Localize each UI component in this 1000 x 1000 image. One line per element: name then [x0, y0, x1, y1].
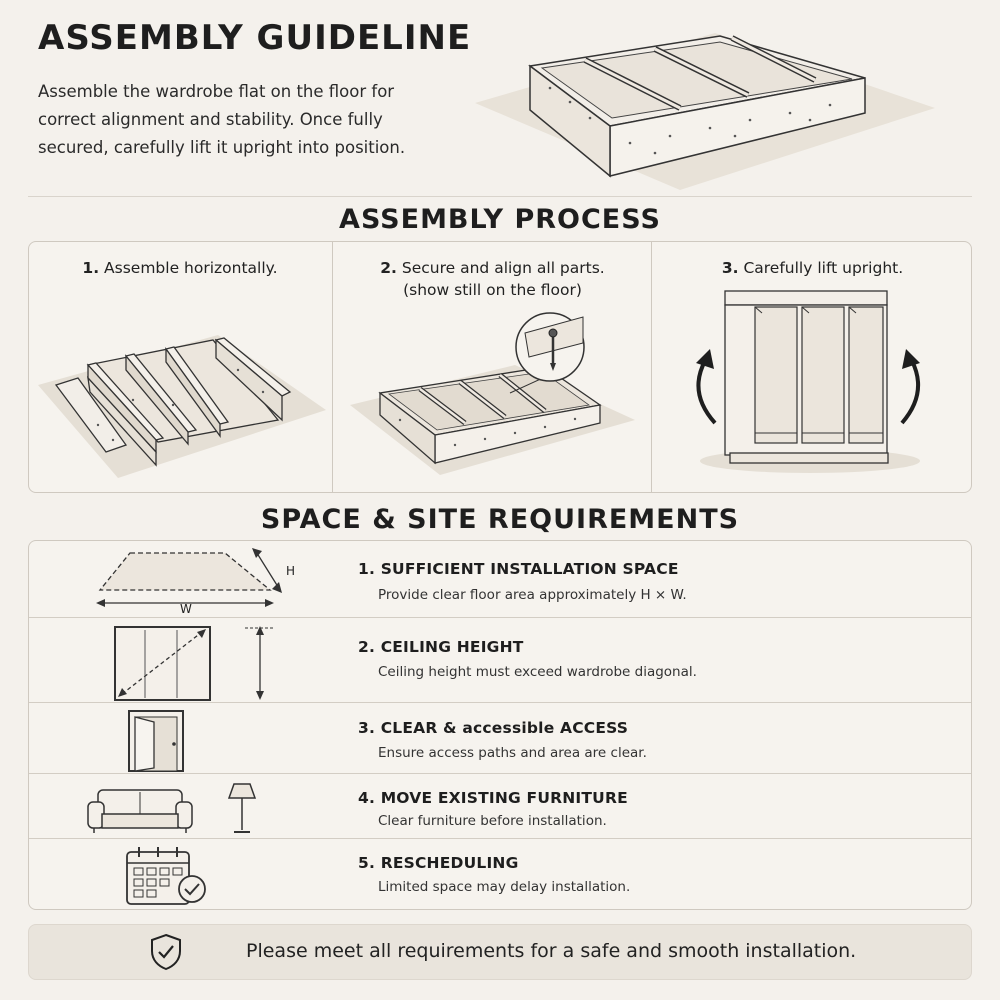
secure-align-illustration — [345, 305, 645, 480]
intro-text — [38, 78, 418, 162]
process-divider — [651, 242, 652, 492]
requirement-heading — [358, 854, 519, 872]
requirement-desc: Clear furniture before installation. — [378, 813, 607, 829]
requirement-number: 4. — [358, 789, 376, 807]
process-section-title: ASSEMBLY PROCESS — [339, 204, 661, 235]
requirement-number: 2. — [358, 638, 376, 656]
lift-upright-illustration — [680, 283, 935, 483]
process-divider — [332, 242, 333, 492]
width-label: W — [180, 602, 192, 616]
requirements-section-title: SPACE & SITE REQUIREMENTS — [260, 504, 740, 535]
requirement-heading — [358, 719, 628, 737]
calendar-check-icon — [124, 845, 210, 907]
height-label: H — [286, 564, 296, 578]
step-number: 3. — [721, 259, 739, 277]
intro-line: correct alignment and stability. Once fully — [38, 110, 383, 129]
step-label: Secure and align all parts. — [401, 259, 605, 277]
intro-line: Assemble the wardrobe flat on the floor for — [38, 82, 395, 101]
process-step-2 — [340, 257, 645, 301]
header-divider — [28, 196, 972, 197]
hero-wardrobe-flat-illustration — [470, 18, 940, 193]
intro-line: secured, carefully lift it upright into position. — [38, 138, 406, 157]
step-note: (show still on the floor) — [403, 281, 582, 299]
floor-area-icon — [90, 545, 310, 615]
requirement-desc: Ensure access paths and area are clear. — [378, 745, 647, 761]
row-divider — [29, 617, 971, 618]
process-step-1 — [40, 257, 320, 279]
step-number: 2. — [380, 259, 397, 277]
requirement-number: 3. — [358, 719, 376, 737]
requirement-number: 1. — [358, 560, 376, 578]
requirement-title: CLEAR & accessible ACCESS — [380, 719, 629, 737]
requirement-title: SUFFICIENT INSTALLATION SPACE — [380, 560, 679, 578]
requirement-desc: Ceiling height must exceed wardrobe diagonal. — [378, 664, 697, 680]
footer-text: Please meet all requirements for a safe and smooth installation. — [246, 940, 857, 962]
shield-check-icon — [149, 933, 183, 971]
requirement-title: RESCHEDULING — [380, 854, 519, 872]
wardrobe-diagonal-icon — [110, 622, 280, 702]
requirement-number: 5. — [358, 854, 376, 872]
row-divider — [29, 838, 971, 839]
step-label: Carefully lift upright. — [743, 259, 904, 277]
open-door-icon — [126, 708, 188, 774]
assemble-horizontal-illustration — [38, 330, 328, 480]
requirement-title: MOVE EXISTING FURNITURE — [380, 789, 628, 807]
requirement-desc: Limited space may delay installation. — [378, 879, 631, 895]
requirement-heading — [358, 789, 628, 807]
requirement-desc: Provide clear floor area approximately H × W. — [378, 587, 687, 603]
sofa-lamp-icon — [84, 780, 274, 836]
process-step-3 — [660, 257, 965, 279]
requirement-heading — [358, 560, 679, 578]
requirement-heading — [358, 638, 524, 656]
page-title: ASSEMBLY GUIDELINE — [38, 18, 472, 58]
step-label: Assemble horizontally. — [104, 259, 278, 277]
row-divider — [29, 702, 971, 703]
step-number: 1. — [82, 259, 100, 277]
requirement-title: CEILING HEIGHT — [380, 638, 524, 656]
